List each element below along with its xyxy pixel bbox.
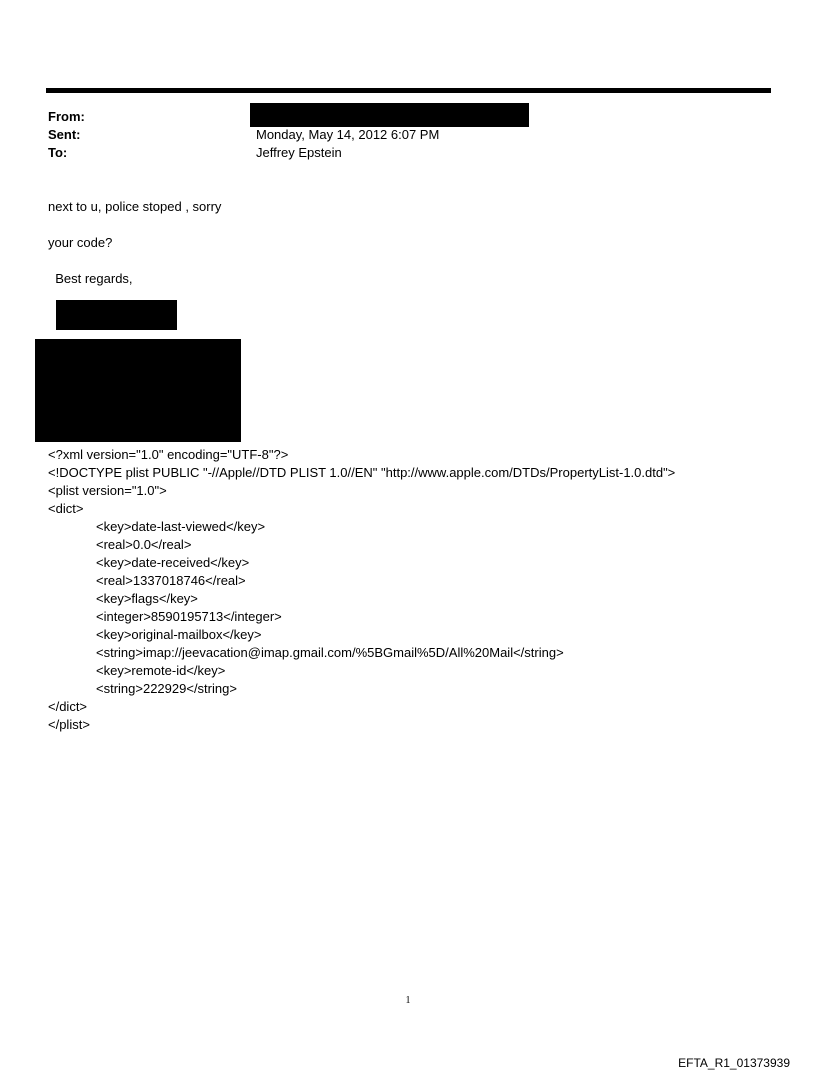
xml-declaration: <?xml version="1.0" encoding="UTF-8"?> <box>48 447 289 462</box>
plist-entry: <string>imap://jeevacation@imap.gmail.com/%5BGmail%5D/All%20Mail</string> <box>96 645 564 660</box>
plist-entry: <key>flags</key> <box>96 591 198 606</box>
redacted-signature-name <box>56 300 177 330</box>
redacted-sender <box>250 103 529 127</box>
to-value: Jeffrey Epstein <box>256 145 342 160</box>
plist-xml <box>48 446 675 734</box>
to-label: To: <box>48 145 68 160</box>
plist-entry: <key>original-mailbox</key> <box>96 627 262 642</box>
page-number: 1 <box>405 995 411 1006</box>
plist-entry: <key>date-last-viewed</key> <box>96 519 266 534</box>
message-line-1: next to u, police stoped , sorry <box>48 199 222 214</box>
plist-entry: <key>remote-id</key> <box>96 663 226 678</box>
plist-entry: <string>222929</string> <box>96 681 237 696</box>
header-rule <box>46 88 771 93</box>
bates-number: EFTA_R1_01373939 <box>678 1056 790 1070</box>
sent-value: Monday, May 14, 2012 6:07 PM <box>256 127 440 142</box>
redacted-signature-block <box>35 339 241 442</box>
message-line-2: your code? <box>48 235 113 250</box>
plist-entry: <key>date-received</key> <box>96 555 250 570</box>
plist-entry: <real>0.0</real> <box>96 537 192 552</box>
doctype-line: <!DOCTYPE plist PUBLIC "-//Apple//DTD PLIST 1.0//EN" "http://www.apple.com/DTDs/PropertyList-1.0.dtd"> <box>48 465 676 480</box>
dict-close-tag: </dict> <box>48 699 88 714</box>
sent-label: Sent: <box>48 127 81 142</box>
from-label: From: <box>48 109 85 124</box>
plist-entry: <real>1337018746</real> <box>96 573 246 588</box>
plist-open-tag: <plist version="1.0"> <box>48 483 167 498</box>
plist-entry: <integer>8590195713</integer> <box>96 609 282 624</box>
dict-open-tag: <dict> <box>48 501 84 516</box>
plist-close-tag: </plist> <box>48 717 90 732</box>
signoff: Best regards, <box>48 271 133 286</box>
